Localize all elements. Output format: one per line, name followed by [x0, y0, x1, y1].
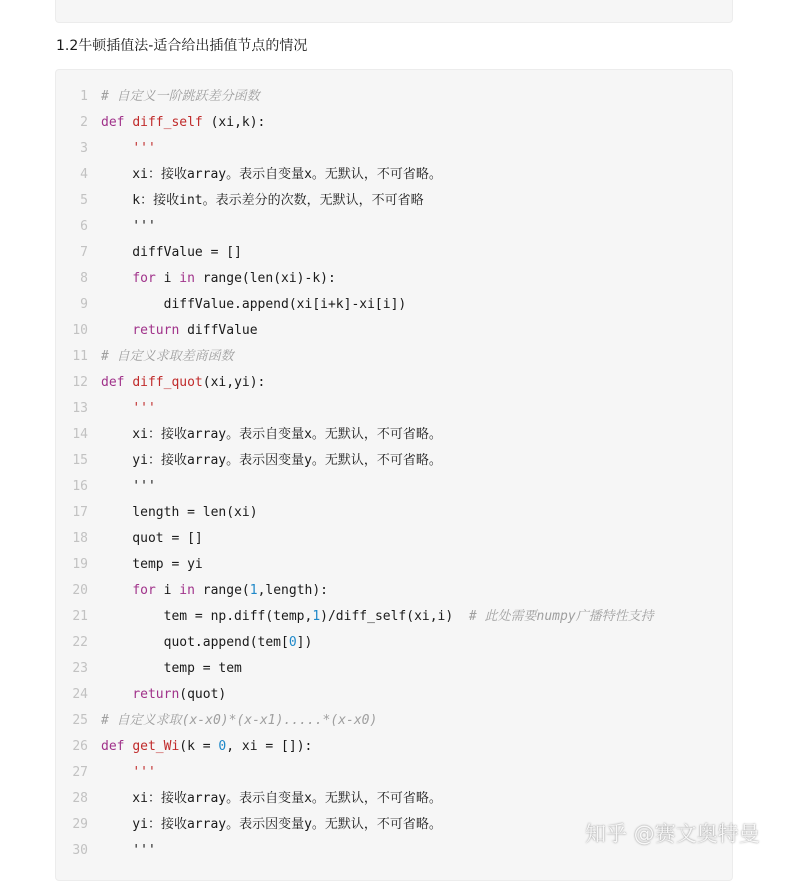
code-line: [56, 318, 732, 344]
line-number: 6: [80, 219, 88, 234]
line-number: 14: [72, 427, 88, 442]
code-text: [101, 84, 260, 110]
code-line: [56, 604, 732, 630]
code-token: [101, 401, 132, 416]
code-text: [101, 370, 265, 396]
line-number: 13: [72, 401, 88, 416]
line-number: 21: [72, 609, 88, 624]
line-number: 20: [72, 583, 88, 598]
code-token: temp = yi: [101, 557, 203, 572]
line-number: 15: [72, 453, 88, 468]
line-number: 4: [80, 167, 88, 182]
code-line: [56, 708, 732, 734]
code-token: i: [155, 271, 180, 286]
code-line: [56, 682, 732, 708]
code-token: ''': [101, 843, 156, 858]
code-token: length = len(xi): [101, 505, 258, 520]
code-text: [101, 266, 336, 292]
line-number: 23: [72, 661, 88, 676]
code-token: diff_quot: [132, 375, 203, 390]
code-text: [101, 552, 203, 578]
code-text: [101, 500, 258, 526]
line-number: 11: [72, 349, 88, 364]
line-number: 30: [72, 843, 88, 858]
watermark: 知乎 @赛文奥特曼: [585, 822, 760, 846]
code-token: xi：接收array。表示自变量x。无默认，不可省略。: [101, 167, 442, 182]
code-token: quot.append(tem[: [101, 635, 289, 650]
code-token: diffValue = []: [101, 245, 242, 260]
code-token: # 自定义求取(x-x0)*(x-x1).....*(x-x0): [101, 713, 378, 728]
line-number: 7: [80, 245, 88, 260]
code-text: [101, 630, 312, 656]
code-token: diff_self: [132, 115, 203, 130]
code-token: [101, 583, 132, 598]
code-line: [56, 500, 732, 526]
code-text: [101, 240, 242, 266]
line-number: 2: [80, 115, 88, 130]
code-token: [101, 687, 132, 702]
line-number: 5: [80, 193, 88, 208]
code-text: [101, 474, 156, 500]
code-text: [101, 656, 242, 682]
code-line: [56, 734, 732, 760]
code-text: [101, 604, 654, 630]
code-line: [56, 240, 732, 266]
code-line: [56, 110, 732, 136]
code-token: # 自定义求取差商函数: [101, 349, 234, 364]
code-text: [101, 136, 156, 162]
code-text: [101, 760, 156, 786]
code-text: [101, 682, 226, 708]
code-token: , xi = []):: [226, 739, 313, 754]
code-line: [56, 136, 732, 162]
code-line: [56, 578, 732, 604]
code-token: # 自定义一阶跳跃差分函数: [101, 89, 260, 104]
code-token: ''': [101, 479, 156, 494]
code-token: (xi,k):: [202, 115, 266, 130]
code-token: i: [155, 583, 180, 598]
line-number: 16: [72, 479, 88, 494]
code-token: [101, 141, 132, 156]
code-token: 1: [312, 609, 321, 624]
code-token: yi：接收array。表示因变量y。无默认，不可省略。: [101, 817, 442, 832]
code-text: [101, 396, 156, 422]
code-token: [101, 323, 132, 338]
code-text: [101, 448, 442, 474]
code-token: ''': [132, 141, 156, 156]
code-text: [101, 708, 377, 734]
line-number: 29: [72, 817, 88, 832]
line-number: 22: [72, 635, 88, 650]
code-token: def: [101, 115, 133, 130]
code-line: [56, 84, 732, 110]
code-token: [101, 271, 132, 286]
code-token: yi：接收array。表示因变量y。无默认，不可省略。: [101, 453, 442, 468]
code-token: quot = []: [101, 531, 203, 546]
code-token: def: [101, 375, 133, 390]
code-token: range(: [194, 583, 250, 598]
code-line: [56, 292, 732, 318]
code-line: [56, 760, 732, 786]
line-number: 10: [72, 323, 88, 338]
code-line: [56, 370, 732, 396]
code-text: [101, 578, 328, 604]
line-number: 18: [72, 531, 88, 546]
code-text: [101, 292, 406, 318]
code-text: [101, 812, 442, 838]
code-block[interactable]: [55, 69, 733, 881]
code-token: # 此处需要numpy广播特性支持: [468, 609, 654, 624]
code-text: [101, 422, 442, 448]
code-line: [56, 344, 732, 370]
code-line: [56, 474, 732, 500]
code-line: [56, 526, 732, 552]
code-line: [56, 188, 732, 214]
code-token: k：接收int。表示差分的次数，无默认，不可省略: [101, 193, 424, 208]
code-text: [101, 526, 203, 552]
code-line: [56, 214, 732, 240]
code-token: return: [132, 687, 180, 702]
line-number: 9: [80, 297, 88, 312]
line-number: 1: [80, 89, 88, 104]
line-number: 12: [72, 375, 88, 390]
code-token: return: [132, 323, 180, 338]
code-token: range(len(xi)-k):: [194, 271, 336, 286]
code-token: in: [179, 271, 195, 286]
code-line: [56, 396, 732, 422]
section-heading: 1.2牛顿插值法-适合给出插值节点的情况: [56, 38, 308, 54]
line-number: 25: [72, 713, 88, 728]
code-line: [56, 630, 732, 656]
code-text: [101, 734, 312, 760]
code-token: (k =: [179, 739, 219, 754]
line-number: 27: [72, 765, 88, 780]
code-token: for: [132, 583, 156, 598]
code-token: (quot): [179, 687, 227, 702]
code-token: 0: [218, 739, 227, 754]
line-number: 8: [80, 271, 88, 286]
code-text: [101, 110, 265, 136]
code-token: xi：接收array。表示自变量x。无默认，不可省略。: [101, 427, 442, 442]
line-number: 3: [80, 141, 88, 156]
code-line: [56, 448, 732, 474]
line-number: 19: [72, 557, 88, 572]
line-number: 28: [72, 791, 88, 806]
code-token: in: [179, 583, 195, 598]
line-number: 26: [72, 739, 88, 754]
code-token: [101, 765, 132, 780]
code-token: ''': [132, 765, 156, 780]
code-line: [56, 266, 732, 292]
code-token: ]): [296, 635, 313, 650]
code-token: )/diff_self(xi,i): [320, 609, 469, 624]
code-token: tem = np.diff(temp,: [101, 609, 313, 624]
code-line: [56, 552, 732, 578]
code-text: [101, 344, 234, 370]
code-token: 1: [249, 583, 258, 598]
line-number: 17: [72, 505, 88, 520]
previous-code-block: [55, 0, 733, 23]
code-token: for: [132, 271, 156, 286]
code-token: 0: [288, 635, 297, 650]
code-token: ,length):: [257, 583, 329, 598]
code-token: get_Wi: [132, 739, 180, 754]
code-token: xi：接收array。表示自变量x。无默认，不可省略。: [101, 791, 442, 806]
code-text: [101, 318, 258, 344]
code-token: diffValue: [179, 323, 258, 338]
code-token: def: [101, 739, 133, 754]
code-text: [101, 838, 156, 864]
code-line: [56, 422, 732, 448]
code-token: temp = tem: [101, 661, 242, 676]
code-token: ''': [101, 219, 156, 234]
code-line: [56, 786, 732, 812]
code-text: [101, 188, 424, 214]
code-text: [101, 214, 156, 240]
code-token: (xi,yi):: [202, 375, 266, 390]
code-token: diffValue.append(xi[i+k]-xi[i]): [101, 297, 407, 312]
code-text: [101, 162, 442, 188]
code-line: [56, 162, 732, 188]
code-line: [56, 656, 732, 682]
line-number: 24: [72, 687, 88, 702]
code-token: ''': [132, 401, 156, 416]
code-text: [101, 786, 442, 812]
